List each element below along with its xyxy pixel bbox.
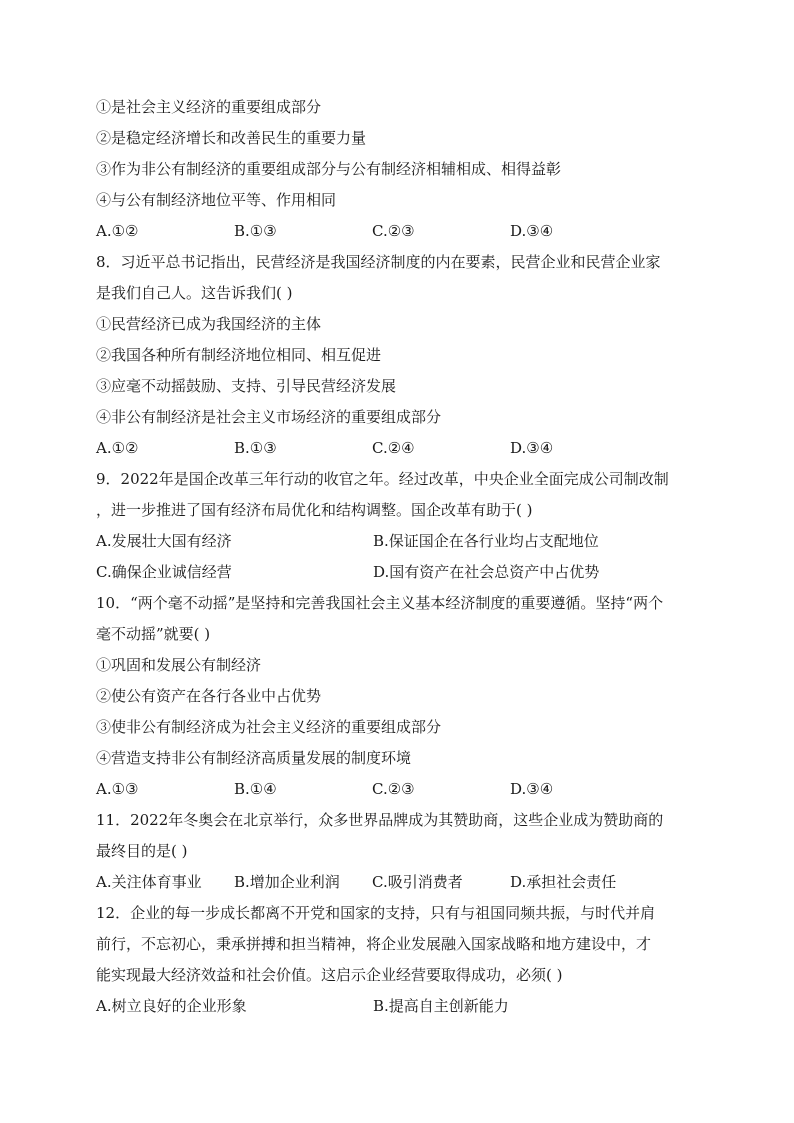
option-b: B.①④	[234, 780, 277, 798]
statement: ④营造支持非公有制经济高质量发展的制度环境	[96, 749, 412, 767]
statement: ④与公有制经济地位平等、作用相同	[96, 191, 337, 209]
answer-options	[96, 216, 702, 247]
option-d: D.③④	[510, 222, 554, 240]
option-d: D.国有资产在社会总资产中占优势	[373, 563, 600, 581]
option-a: A.关注体育事业	[96, 873, 202, 891]
option-d: D.承担社会责任	[510, 873, 617, 891]
question-stem: 前行，不忘初心，秉承拼搏和担当精神，将企业发展融入国家战略和地方建设中，才	[96, 935, 652, 953]
statement: ③应毫不动摇鼓励、支持、引导民营经济发展	[96, 377, 397, 395]
question-9	[96, 464, 702, 588]
question-stem: 毫不动摇”就要( )	[96, 625, 211, 643]
option-b: B.提高自主创新能力	[373, 997, 509, 1015]
statement: ②使公有资产在各行各业中占优势	[96, 687, 322, 705]
option-b: B.增加企业利润	[234, 873, 340, 891]
answer-options	[96, 557, 702, 588]
question-stem: 最终目的是( )	[96, 842, 188, 860]
option-b: B.①③	[234, 439, 277, 457]
answer-options	[96, 991, 702, 1022]
question-stem: 12．企业的每一步成长都离不开党和国家的支持，只有与祖国同频共振，与时代并肩	[96, 904, 656, 922]
option-a: A.①②	[96, 439, 139, 457]
statement: ①民营经济已成为我国经济的主体	[96, 315, 322, 333]
question-stem: 11．2022年冬奥会在北京举行，众多世界品牌成为其赞助商，这些企业成为赞助商的	[96, 811, 664, 829]
question-10	[96, 588, 702, 805]
exam-page	[96, 92, 702, 1022]
statement: ①巩固和发展公有制经济	[96, 656, 262, 674]
statement: ②是稳定经济增长和改善民生的重要力量	[96, 129, 367, 147]
option-c: C.②③	[372, 780, 415, 798]
option-c: C.②③	[372, 222, 415, 240]
answer-options	[96, 433, 702, 464]
question-7-tail	[96, 92, 702, 247]
question-stem: 是我们自己人。这告诉我们( )	[96, 284, 293, 302]
statement: ③作为非公有制经济的重要组成部分与公有制经济相辅相成、相得益彰	[96, 160, 562, 178]
option-d: D.③④	[510, 780, 554, 798]
option-b: B.①③	[234, 222, 277, 240]
question-stem: 能实现最大经济效益和社会价值。这启示企业经营要取得成功，必须( )	[96, 966, 563, 984]
statement: ②我国各种所有制经济地位相同、相互促进	[96, 346, 382, 364]
question-stem: 8．习近平总书记指出，民营经济是我国经济制度的内在要素，民营企业和民营企业家	[96, 253, 661, 271]
question-8	[96, 247, 702, 464]
question-11	[96, 805, 702, 898]
option-c: C.吸引消费者	[372, 873, 463, 891]
option-a: A.①③	[96, 780, 139, 798]
option-c: C.确保企业诚信经营	[96, 563, 232, 581]
statement: ①是社会主义经济的重要组成部分	[96, 98, 322, 116]
option-a: A.①②	[96, 222, 139, 240]
option-c: C.②④	[372, 439, 415, 457]
statement: ④非公有制经济是社会主义市场经济的重要组成部分	[96, 408, 442, 426]
answer-options	[96, 774, 702, 805]
option-a: A.树立良好的企业形象	[96, 997, 247, 1015]
question-stem: 9．2022年是国企改革三年行动的收官之年。经过改革，中央企业全面完成公司制改制	[96, 470, 669, 488]
option-d: D.③④	[510, 439, 554, 457]
answer-options	[96, 526, 702, 557]
option-a: A.发展壮大国有经济	[96, 532, 232, 550]
question-12	[96, 898, 702, 1022]
answer-options	[96, 867, 702, 898]
statement: ③使非公有制经济成为社会主义经济的重要组成部分	[96, 718, 442, 736]
question-stem: ，进一步推进了国有经济布局优化和结构调整。国企改革有助于( )	[96, 501, 533, 519]
question-stem: 10．“两个毫不动摇”是坚持和完善我国社会主义基本经济制度的重要遵循。坚持“两个	[96, 594, 664, 612]
option-b: B.保证国企在各行业均占支配地位	[373, 532, 599, 550]
